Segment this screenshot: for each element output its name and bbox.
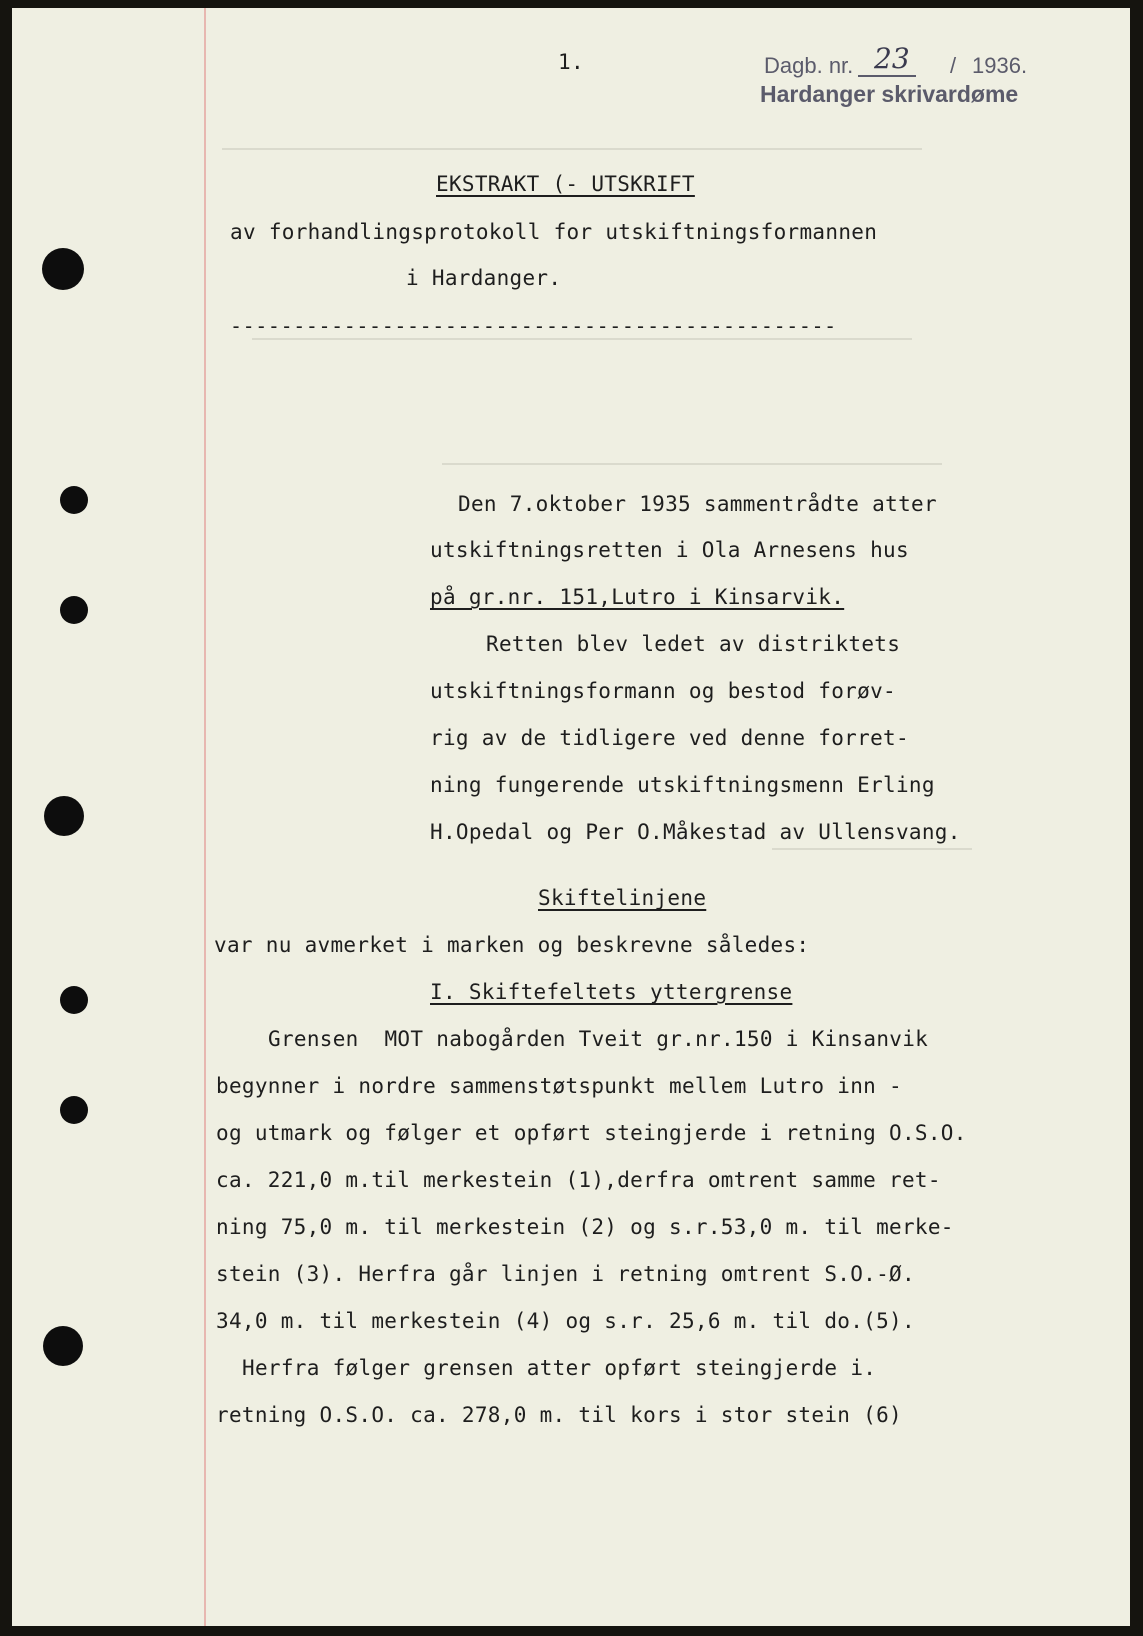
body-line: ca. 221,0 m.til merkestein (1),derfra omtrent samme ret- — [216, 1168, 941, 1192]
intro-line: på gr.nr. 151,Lutro i Kinsarvik. — [430, 585, 845, 609]
dagb-label: Dagb. nr. — [764, 53, 854, 78]
heading-line-3: i Hardanger. — [406, 266, 562, 290]
intro-line: Retten blev ledet av distriktets — [486, 632, 901, 656]
section-line: var nu avmerket i marken og beskrevne således: — [214, 933, 810, 957]
body-line: Grensen MOT nabogården Tveit gr.nr.150 i Kinsanvik — [268, 1027, 929, 1051]
punch-hole — [60, 1096, 88, 1124]
body-line: begynner i nordre sammenstøtspunkt mellem Lutro inn - — [216, 1074, 902, 1098]
subsection-title: I. Skiftefeltets yttergrense — [430, 980, 793, 1004]
bleed-through-line — [222, 148, 922, 150]
page-number: 1. — [558, 50, 584, 74]
punch-hole — [60, 596, 88, 624]
intro-line: rig av de tidligere ved denne forret- — [430, 726, 909, 750]
margin-line — [204, 8, 206, 1626]
punch-hole — [42, 248, 84, 290]
bleed-through-line — [772, 848, 972, 850]
punch-hole — [60, 486, 88, 514]
body-line: 34,0 m. til merkestein (4) og s.r. 25,6 m. til do.(5). — [216, 1309, 915, 1333]
dagb-underline — [858, 75, 916, 77]
intro-line: ning fungerende utskiftningsmenn Erling — [430, 773, 935, 797]
heading-line-2: av forhandlingsprotokoll for utskiftningsformannen — [230, 220, 878, 244]
punch-hole — [44, 796, 84, 836]
intro-line: utskiftningsformann og bestod forøv- — [430, 679, 896, 703]
stamp-year: 1936. — [972, 53, 1028, 78]
document-page — [12, 8, 1130, 1626]
body-line: ning 75,0 m. til merkestein (2) og s.r.53,0 m. til merke- — [216, 1215, 954, 1239]
separator-dashes: ------------------------------------------------ — [230, 314, 837, 338]
body-line: Herfra følger grensen atter opført steingjerde i. — [242, 1356, 877, 1380]
bleed-through-line — [442, 463, 942, 465]
punch-hole — [43, 1326, 83, 1366]
intro-line: utskiftningsretten i Ola Arnesens hus — [430, 538, 909, 562]
punch-hole — [60, 986, 88, 1014]
body-line: og utmark og følger et opført steingjerde i retning O.S.O. — [216, 1121, 967, 1145]
body-line: retning O.S.O. ca. 278,0 m. til kors i stor stein (6) — [216, 1403, 902, 1427]
intro-line: H.Opedal og Per O.Måkestad av Ullensvang. — [430, 820, 961, 844]
heading-title: EKSTRAKT (- UTSKRIFT — [436, 172, 695, 196]
section-title: Skiftelinjene — [538, 886, 707, 910]
bleed-through-line — [252, 338, 912, 340]
office-stamp: Hardanger skrivardøme — [760, 81, 1019, 107]
dagb-number: 23 — [874, 42, 910, 75]
body-line: stein (3). Herfra går linjen i retning omtrent S.O.-Ø. — [216, 1262, 915, 1286]
stamp-separator: / — [950, 53, 957, 78]
intro-line: Den 7.oktober 1935 sammentrådte atter — [458, 492, 937, 516]
